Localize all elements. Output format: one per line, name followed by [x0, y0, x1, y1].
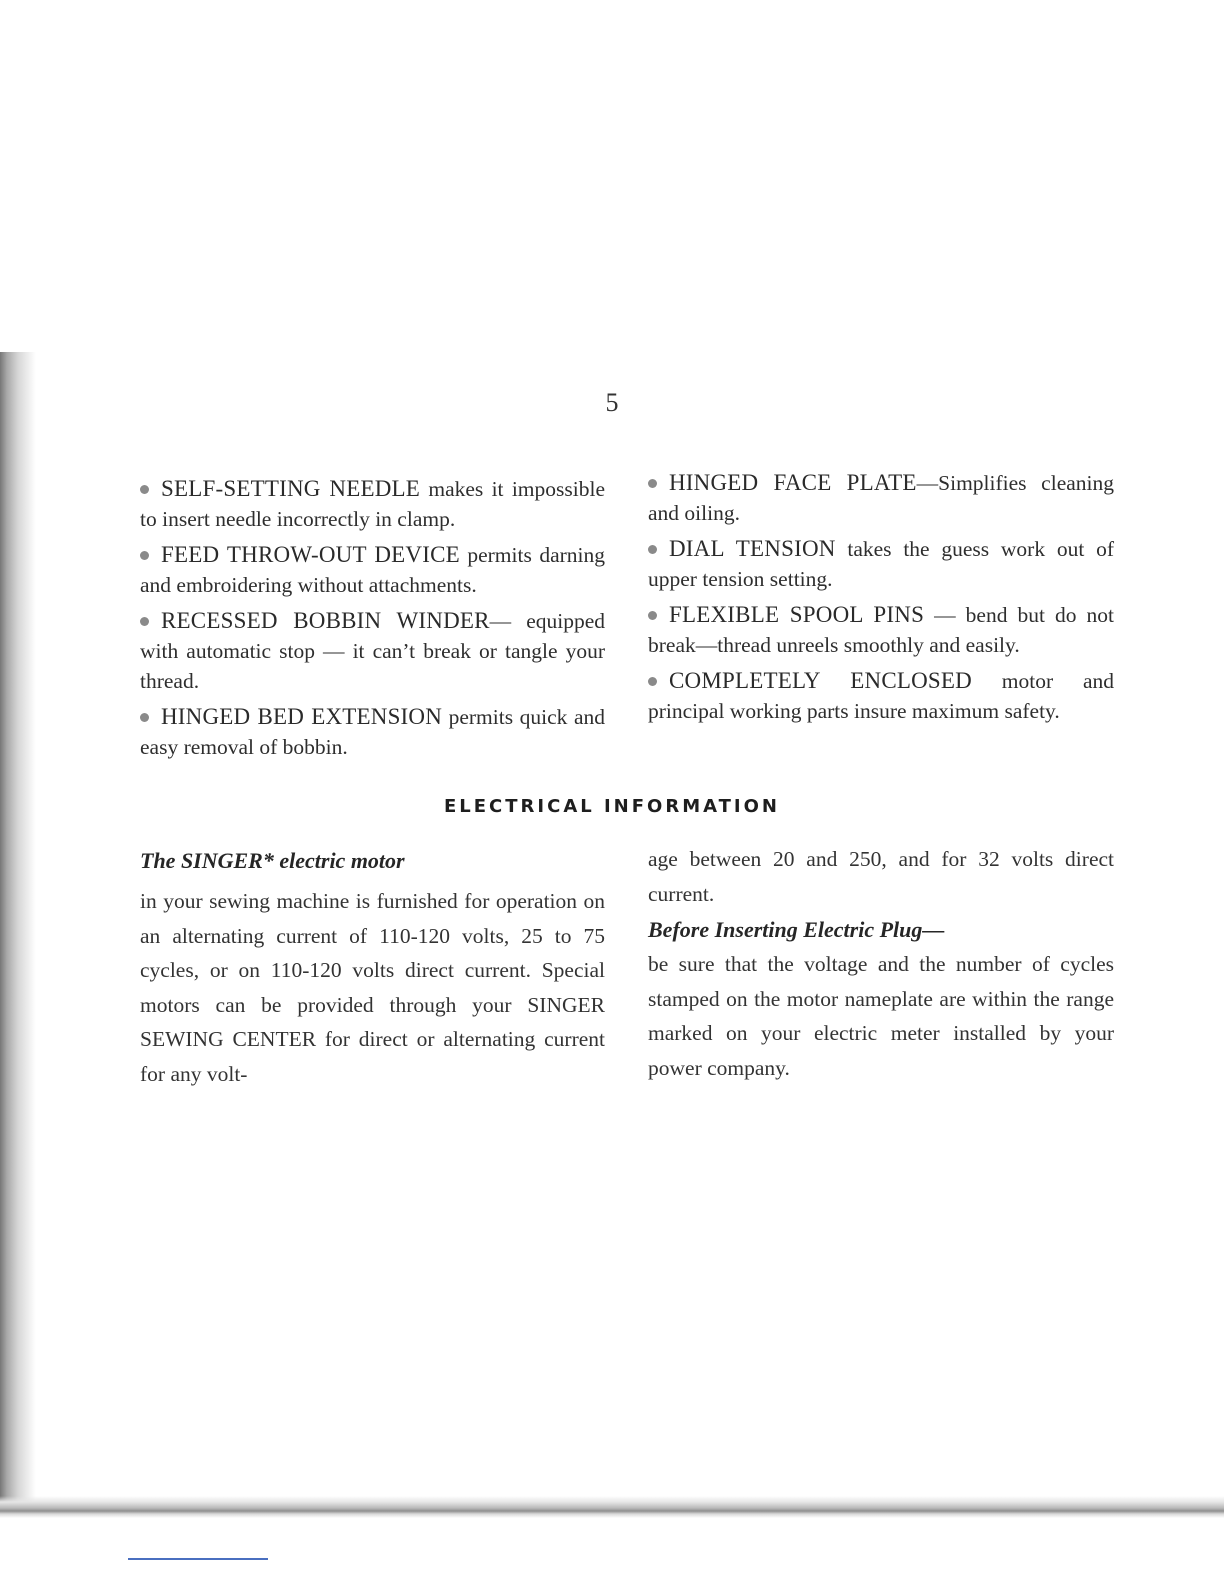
scan-page-edge-left	[0, 352, 36, 1512]
feature-text: — bend but do not break—thread unreels smoothly and easily.	[648, 603, 1115, 657]
feature-item	[140, 606, 605, 696]
motor-text-right: age between 20 and 250, and for 32 volts direct current.	[648, 847, 1114, 906]
bullet-icon	[140, 485, 149, 494]
motor-text-left: in your sewing machine is furnished for operation on an alternating current of 110-120 volts, 25 to 75 cycles, or on 110-120 volts direct current. Special motors can be provided through your SINGER SEWING CENTER for direct or alternating current for any volt-	[140, 889, 605, 1086]
scan-blue-mark	[128, 1558, 268, 1560]
section-title: ELECTRICAL INFORMATION	[444, 796, 780, 817]
bullet-icon	[648, 545, 657, 554]
feature-text: motor and principal working parts insure maximum safety.	[648, 669, 1114, 723]
feature-text: permits darning and embroidering without attachments.	[140, 543, 606, 597]
feature-head: RECESSED BOBBIN WINDER	[161, 608, 490, 633]
feature-head: SELF-SETTING NEEDLE	[161, 476, 421, 501]
feature-text: —Simplifies cleaning and oiling.	[648, 471, 1115, 525]
feature-item	[140, 702, 605, 762]
feature-item	[648, 666, 1114, 726]
feature-text: takes the guess work out of upper tension setting.	[648, 537, 1115, 591]
feature-head: COMPLETELY ENCLOSED	[669, 668, 972, 693]
feature-text: permits quick and easy removal of bobbin.	[140, 705, 606, 759]
scan-page-edge-bottom	[0, 1496, 1224, 1518]
electrical-left-column	[140, 846, 605, 1091]
feature-item	[648, 468, 1114, 528]
feature-head: FEED THROW-OUT DEVICE	[161, 542, 460, 567]
bullet-icon	[648, 479, 657, 488]
feature-head: DIAL TENSION	[669, 536, 836, 561]
bullet-icon	[140, 617, 149, 626]
feature-head: HINGED BED EXTENSION	[161, 704, 443, 729]
page-number: 5	[605, 388, 619, 417]
feature-text: makes it impossible to insert needle incorrectly in clamp.	[140, 477, 605, 531]
feature-item	[140, 474, 605, 534]
bullet-icon	[140, 551, 149, 560]
plug-text: be sure that the voltage and the number of cycles stamped on the motor nameplate are within the range marked on your electric meter installed by your power company.	[648, 952, 1114, 1080]
feature-item	[648, 600, 1114, 660]
bullet-icon	[140, 713, 149, 722]
bullet-icon	[648, 611, 657, 620]
feature-item	[648, 534, 1114, 594]
feature-head: HINGED FACE PLATE	[669, 470, 917, 495]
feature-item	[140, 540, 605, 600]
bullet-icon	[648, 677, 657, 686]
features-left-column	[140, 474, 605, 768]
features-right-column	[648, 468, 1114, 732]
plug-heading: Before Inserting Electric Plug—	[648, 917, 945, 942]
feature-head: FLEXIBLE SPOOL PINS	[669, 602, 925, 627]
motor-heading: The SINGER* electric motor	[140, 848, 405, 873]
feature-text: — equipped with automatic stop — it can’t break or tangle your thread.	[140, 609, 605, 693]
electrical-right-column	[648, 842, 1114, 1085]
